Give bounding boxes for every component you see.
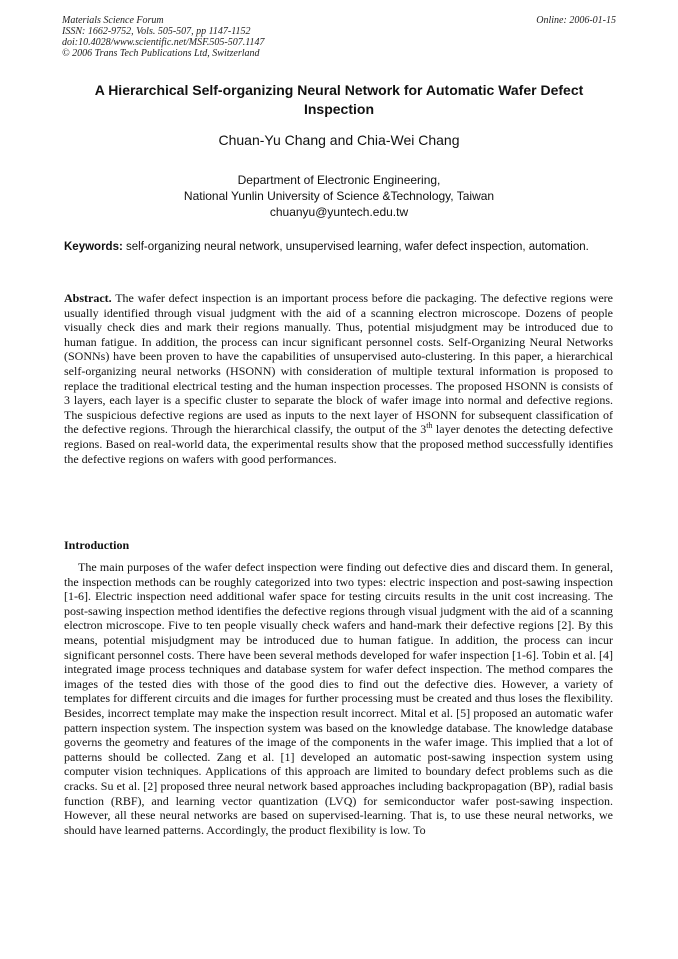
abstract-label: Abstract. [64, 291, 112, 305]
online-date: Online: 2006-01-15 [536, 15, 616, 26]
issn-line: ISSN: 1662-9752, Vols. 505-507, pp 1147-1152 [62, 26, 251, 37]
abstract-superscript: th [426, 421, 433, 431]
doi-line: doi:10.4028/www.scientific.net/MSF.505-507.1147 [62, 37, 265, 48]
introduction-heading: Introduction [64, 538, 130, 552]
copyright-line: © 2006 Trans Tech Publications Ltd, Switzerland [62, 48, 260, 59]
introduction-paragraph: The main purposes of the wafer defect inspection were finding out defective dies and discard them. In general, the inspection methods can be roughly categorized into two types: electric inspection and post-sawing inspection [1-6]. Electric inspection need additional wafer space for testing circuits results in the unit cost increasing. The post-sawing inspection method identifies the defective regions through visual judgment with the aid of a scanning electron microscope. Five to ten people visually check wafers and hand-mark their defective regions [2]. By this means, potential misjudgment may be introduced due to human fatigue. In addition, the process can incur significant personnel costs. There have been several methods developed for wafer inspection [1-6]. Tobin et al. [4] integrated image process techniques and database system for wafer defect inspection. The method compares the images of the tested dies with those of the good dies to find out the defective dies. However, a variety of templates for different circuits and die images for further processing must be created and thus loses the flexibility. Besides, incorrect template may make the inspection result incorrect. Mital et al. [5] proposed an automatic wafer pattern inspection system. The inspection system was based on the knowledge database. The knowledge database governs the geometry and features of the image of the components in the wafer image. This implied that a lot of patterns should be collected. Zang et al. [1] developed an automatic post-sawing inspection system using computer vision techniques. Applications of this approach are limited to boundary defect problems such as die cracks. Su et al. [2] proposed three neural network based approaches including backpropagation (BP), radial basis function (RBF), and learning vector quantization (LVQ) for semiconductor wafer post-sawing inspection. However, all these neural networks are based on supervised-learning. That is, to use these neural networks, we should have learned patterns. Accordingly, the product flexibility is low. To [64, 560, 613, 837]
author-email: chuanyu@yuntech.edu.tw [269, 205, 409, 219]
department-line: Department of Electronic Engineering, [237, 173, 441, 187]
paper-authors: Chuan-Yu Chang and Chia-Wei Chang [218, 132, 460, 148]
keywords-label: Keywords: [64, 241, 123, 253]
abstract-text-part1: The wafer defect inspection is an important process before die packaging. The defective regions were usually identified through visual judgment with the aid of a scanning electron microscope. Dozens of people visually check dies and mark their regions manually. Thus, potential misjudgment may be introduced due to human fatigue. In addition, the process can incur significant personnel costs. Self-Organizing Neural Networks (SONNs) have been proven to have the capabilities of unsupervised auto-clustering. In this paper, a hierarchical self-organizing neural networks (HSONN) with consideration of multiple textural information is proposed to replace the traditional electrical testing and the human inspection processes. The proposed HSONN is consists of 3 layers, each layer is a specific cluster to separate the block of wafer image into normal and defective regions. The suspicious defective regions are used as inputs to the next layer of HSONN for subsequent classification of the defective regions. Through the hierarchical classify, the output of the 3 [64, 291, 613, 437]
university-line: National Yunlin University of Science &Technology, Taiwan [183, 189, 495, 203]
keywords-paragraph [64, 240, 613, 254]
keywords-text: self-organizing neural network, unsupervised learning, wafer defect inspection, automation. [126, 241, 589, 253]
author-affiliation [0, 172, 678, 220]
journal-header [62, 15, 616, 59]
abstract-text-part2: layer denotes the detecting defective regions. Based on real-world data, the experimental results show that the proposed method successfully identifies the defective regions on wafers with good performances. [64, 422, 613, 466]
abstract-paragraph [64, 291, 613, 466]
journal-name: Materials Science Forum [62, 15, 164, 26]
paper-title: A Hierarchical Self-organizing Neural Network for Automatic Wafer Defect Inspection [94, 82, 584, 117]
